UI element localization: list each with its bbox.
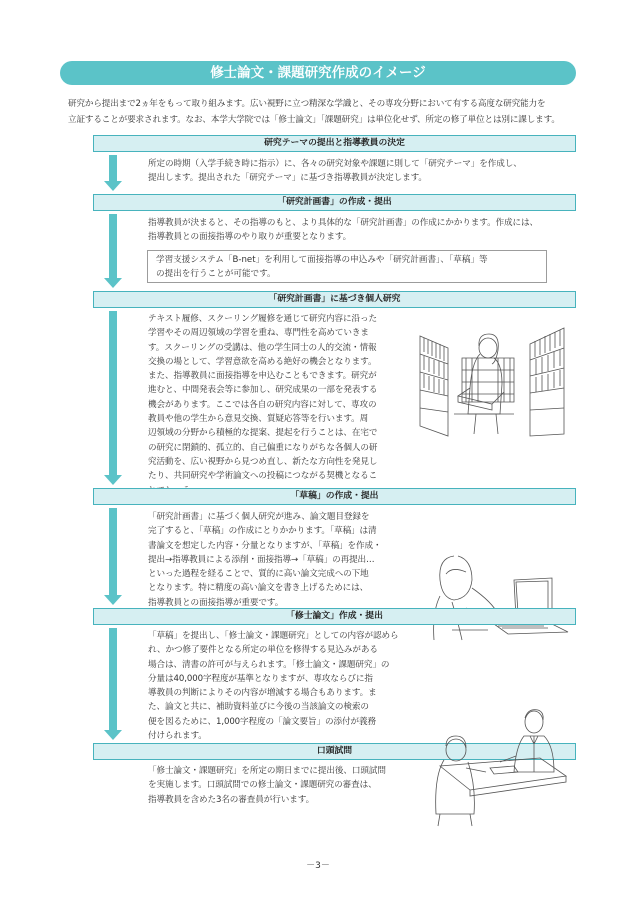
text-line: といった過程を経ることで、質的に高い論文完成への下地 bbox=[148, 569, 369, 580]
text-line: たり、共同研究や学術論文への投稿につながる契機となるこ bbox=[148, 471, 378, 482]
text-line: 導教員の判断によりその内容が増減する場合もあります。ま bbox=[148, 688, 377, 699]
text-line: 指導教員との面接指導が重要です。 bbox=[148, 597, 284, 608]
flow-arrow-icon bbox=[106, 214, 120, 288]
text-line: 交換の場として、学習意欲を高める絶好の機会となります。 bbox=[148, 356, 377, 367]
text-line: 機会があります。ここでは各自の研究内容に対して、専攻の bbox=[148, 399, 377, 410]
intro-paragraph bbox=[68, 96, 578, 128]
step-body-draft bbox=[148, 510, 382, 610]
step-header-thesis: 「修士論文」作成・提出 bbox=[93, 608, 576, 625]
step-header-individual-research: 「研究計画書」に基づき個人研究 bbox=[93, 291, 576, 308]
text-line: た、論文と共に、補助資料並びに今後の当該論文の検索の bbox=[148, 702, 369, 713]
text-line: 所定の時期（入学手続き時に指示）に、各々の研究対象や課題に則して「研究テーマ」を作成し、 bbox=[148, 159, 522, 169]
text-line: 学習支援システム「B-net」を利用して面接指導の申込みや「研究計画書」、「草稿」等 bbox=[156, 255, 488, 265]
text-line: す。スクーリングの受講は、他の学生同士の人的交流・情報 bbox=[148, 342, 377, 353]
text-line: 場合は、清書の許可が与えられます。「修士論文・課題研究」の bbox=[148, 659, 390, 670]
text-line: 分量は40,000字程度が基準となりますが、専攻ならびに指 bbox=[148, 673, 373, 684]
step-body-oral-exam bbox=[148, 764, 386, 807]
text-line: 進むと、中間発表会等に参加し、研究成果の一部を発表する bbox=[148, 385, 378, 396]
text-line: 「草稿」を提出し、「修士論文・課題研究」としての内容が認めら bbox=[148, 631, 399, 641]
step-header-research-plan: 「研究計画書」の作成・提出 bbox=[93, 194, 576, 211]
text-line: 「修士論文・課題研究」を所定の期日までに提出後、口頭試問 bbox=[148, 766, 386, 776]
text-line: 完了すると、「草稿」の作成にとりかかります。「草稿」は清 bbox=[148, 526, 377, 537]
text-line: 便を図るために、1,000字程度の「論文要旨」の添付が義務 bbox=[148, 716, 376, 727]
text-line: れ、かつ修了要件となる所定の単位を修得する見込みがある bbox=[148, 645, 378, 656]
bnet-note-box bbox=[147, 250, 547, 283]
oral-exam-illustration bbox=[430, 706, 570, 830]
flow-arrow-icon bbox=[106, 155, 120, 191]
computer-writing-illustration bbox=[432, 552, 572, 642]
step-body-research-plan bbox=[148, 216, 538, 245]
step-body-individual-research bbox=[148, 312, 377, 498]
text-line: 究活動を、広い視野から見つめ直し、新たな方向性を発見し bbox=[148, 456, 378, 467]
text-line: 学習やその周辺領域の学習を重ね、専門性を高めていきま bbox=[148, 328, 369, 339]
step-header-oral-exam: 口頭試問 bbox=[93, 743, 576, 760]
step-body-thesis bbox=[148, 629, 399, 743]
text-line: を実施します。口頭試問での修士論文・課題研究の審査は、 bbox=[148, 780, 377, 791]
text-line: また、指導教員に面接指導を申込むこともできます。研究が bbox=[148, 371, 377, 382]
flow-arrow-icon bbox=[106, 628, 120, 740]
flow-arrow-icon bbox=[106, 311, 120, 485]
text-line: 指導教員との面接指導のやり取りが重要となります。 bbox=[148, 232, 352, 243]
text-line: の研究に閉鎖的、孤立的、自己偏重になりがちな各個人の研 bbox=[148, 442, 378, 453]
flow-arrow-icon bbox=[106, 508, 120, 605]
text-line: テキスト履修、スクーリング履修を通じて研究内容に沿った bbox=[148, 314, 377, 324]
text-line: 「研究計画書」に基づく個人研究が進み、論文題目登録を bbox=[148, 512, 370, 522]
text-line: となります。特に精度の高い論文を書き上げるためには、 bbox=[148, 583, 369, 594]
text-line: 提出します。提出された「研究テーマ」に基づき指導教員が決定します。 bbox=[148, 173, 427, 184]
text-line: の提出を行うことが可能です。 bbox=[156, 269, 276, 279]
step-header-draft: 「草稿」の作成・提出 bbox=[93, 488, 576, 505]
step-body-research-theme bbox=[148, 157, 522, 186]
text-line: 付けられます。 bbox=[148, 731, 207, 742]
text-line: 指導教員を含めた3名の審査員が行います。 bbox=[148, 794, 315, 805]
step-header-research-theme: 研究テーマの提出と指導教員の決定 bbox=[93, 135, 576, 152]
page-number: －3－ bbox=[306, 861, 330, 871]
intro-line: 立証することが要求されます。なお、本学大学院では「修士論文」「課題研究」は単位化せず、所定の修了単位とは別に課します。 bbox=[68, 115, 560, 125]
text-line: 書論文を想定した内容・分量となりますが、「草稿」を作成・ bbox=[148, 540, 382, 551]
text-line: 教員や他の学生から意見交換、質疑応答等を行います。周 bbox=[148, 414, 369, 425]
library-reading-illustration bbox=[418, 318, 566, 440]
text-line: 指導教員が決まると、その指導のもと、より具体的な「研究計画書」の作成にかかります。作成には、 bbox=[148, 218, 539, 228]
text-line: 辺領域の分野から積極的な提案、提起を行うことは、在宅で bbox=[148, 428, 378, 439]
text-line: 提出→指導教員による添削・面接指導→「草稿」の再提出… bbox=[148, 554, 375, 565]
intro-line: 研究から提出まで2ヵ年をもって取り組みます。広い視野に立つ精深な学識と、その専攻分野において有する高度な研究能力を bbox=[68, 99, 546, 109]
page-title: 修士論文・課題研究作成のイメージ bbox=[60, 61, 576, 85]
